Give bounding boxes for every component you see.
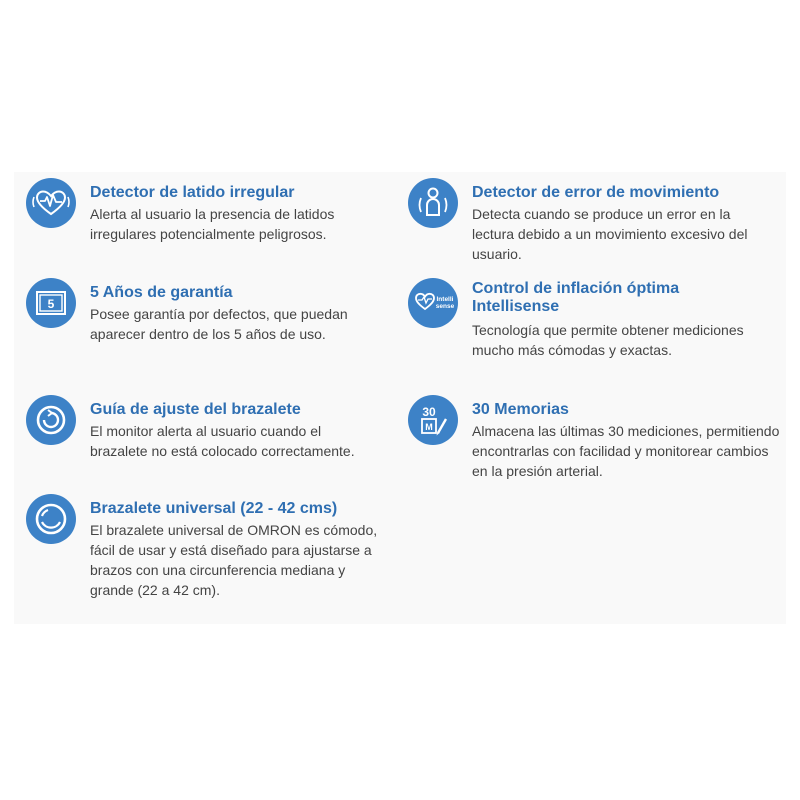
warranty-icon-number: 5	[47, 297, 55, 311]
heartbeat-icon	[26, 178, 76, 228]
feature-description: Tecnología que permite obtener mediciones mucho más cómodas y exactas.	[472, 322, 744, 358]
feature-description: El monitor alerta al usuario cuando el brazalete no está colocado correctamente.	[90, 423, 355, 459]
memories-icon-letter: M	[425, 422, 433, 432]
feature-description: Posee garantía por defectos, que puedan aparecer dentro de los 5 años de uso.	[90, 306, 348, 342]
feature-description: Almacena las últimas 30 mediciones, permitiendo encontrarlas con facilidad y monitorear cambios en la presión arterial.	[472, 423, 780, 479]
feature-title: Brazalete universal (22 - 42 cms)	[90, 500, 338, 517]
feature-title: Detector de error de movimiento	[472, 184, 720, 201]
feature-title: 30 Memorias	[472, 401, 569, 418]
cuff-guide-icon	[26, 395, 76, 445]
feature-description: Alerta al usuario la presencia de latidos irregulares potencialmente peligrosos.	[90, 206, 335, 242]
feature-description: El brazalete universal de OMRON es cómodo, fácil de usar y está diseñado para ajustarse a brazos con una circunferencia mediana y grande (22 a 42 cm).	[90, 522, 378, 598]
feature-description: Detecta cuando se produce un error en la lectura debido a un movimiento excesivo del usuario.	[472, 206, 748, 262]
intellisense-icon	[408, 278, 458, 328]
feature-title: Control de inflación óptima Intellisense	[472, 280, 680, 315]
movement-person-icon	[408, 178, 458, 228]
feature-title: Detector de latido irregular	[90, 184, 295, 201]
feature-title: 5 Años de garantía	[90, 284, 233, 301]
memories-icon-number: 30	[422, 405, 436, 419]
intellisense-icon-text: sense	[435, 303, 455, 310]
memories-30-icon	[408, 395, 458, 445]
universal-cuff-icon	[26, 494, 76, 544]
intellisense-icon-text: Intelli	[436, 296, 454, 303]
warranty-5-icon	[26, 278, 76, 328]
feature-title: Guía de ajuste del brazalete	[90, 401, 301, 418]
